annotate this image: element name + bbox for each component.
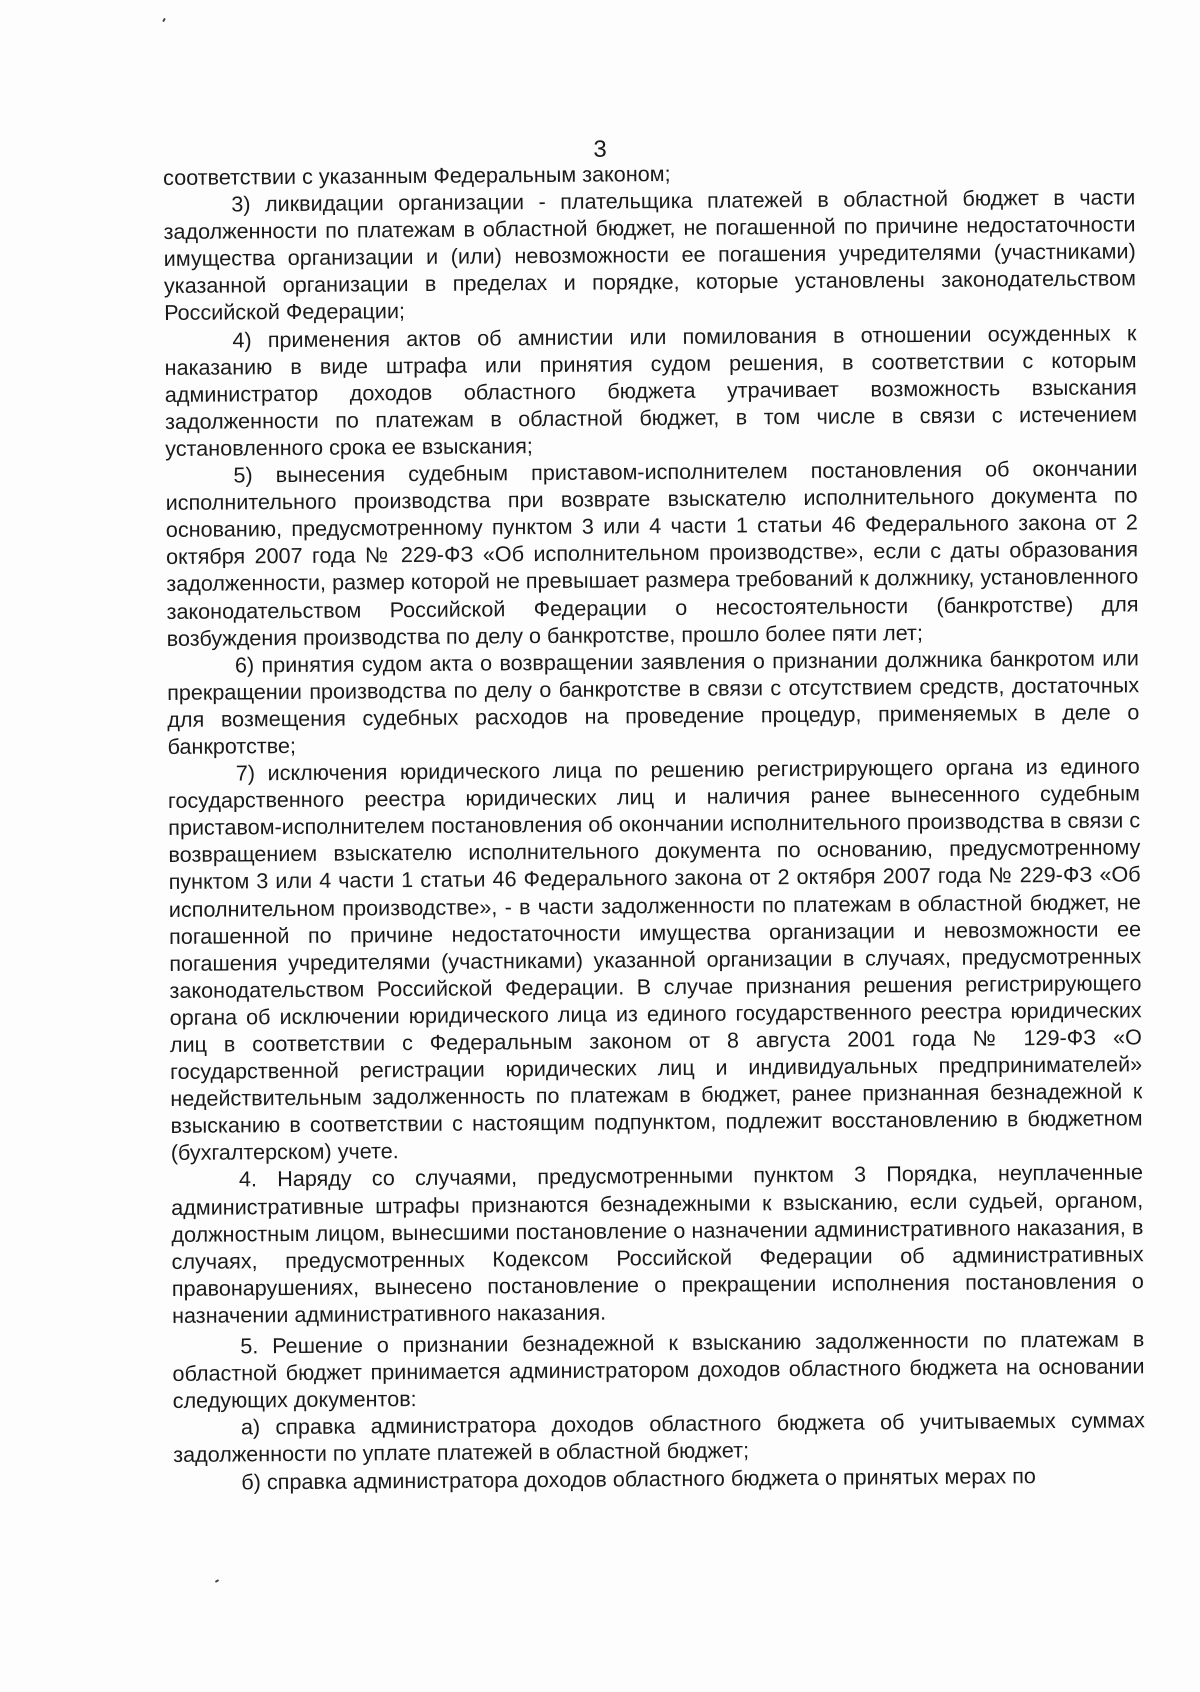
paragraph-section-5: 5. Решение о признании безнадежной к взысканию задолженности по платежам в областной бюджет принимается администратором доходов областного бюджета на основании следующих документов: — [172, 1326, 1145, 1414]
paragraph-item-6: 6) принятия судом акта о возвращении заявления о признании должника банкротом или прекращении производства по делу о банкротстве в связи с отсутствием средств, достаточных для возмещения судебных расходов на проведение процедур, применяемых в деле о банкротстве; — [167, 645, 1140, 759]
paragraph-item-4: 4) применения актов об амнистии или помилования в отношении осужденных к наказанию в виде штрафа или принятия судом решения, в соответствии с которым администратор доходов областного бюджета утрачивает возможность взыскания задолженности по платежам в областной бюджет, в том числе в связи с истечением установленного срока ее взыскания; — [164, 319, 1138, 461]
paragraph-item-3: 3) ликвидации организации - плательщика платежей в областной бюджет в части задолженности по платежам в областной бюджет, не погашенной по причине недостаточности имущества организации и (или) невозможности ее погашения учредителями (участниками) указанной организации в пределах и порядке, которые установлены законодательством Российской Федерации; — [163, 184, 1137, 326]
paragraph-continuation: соответствии с указанным Федеральным законом; — [163, 161, 671, 190]
paragraph-item-7: 7) исключения юридического лица по решению регистрирующего органа из единого государственного реестра юридических лиц и наличия ранее вынесенного судебным приставом-исполнителем постановления об окончании исполнительного производства в связи с возвращением взыскателю исполнительного документа по основанию, предусмотренному пунктом 3 или 4 части 1 статьи 46 Федерального закона от 2 октября 2007 года № 229-ФЗ «Об исполнительном производстве», - в части задолженности по платежам в областной бюджет, не погашенной по причине недостаточности имущества организации и невозможности ее погашения учредителями (участниками) указанной организации в случаях, предусмотренных законодательством Российской Федерации. В случае признания решения регистрирующего органа об исключении юридического лица из единого государственного реестра юридических лиц в соответствии с Федеральным законом от 8 августа 2001 года № 129-ФЗ «О государственной регистрации юридических лиц и индивидуальных предпринимателей» недействительным задолженность по платежам в бюджет, ранее признанная безнадежной к взысканию в соответствии с настоящим подпунктом, подлежит восстановлению в бюджетном (бухгалтерском) учете. — [167, 753, 1143, 1166]
scan-speck — [215, 1579, 219, 1583]
paragraph-item-5: 5) вынесения судебным приставом-исполнителем постановления об окончании исполнительного производства при возврате взыскателю исполнительного документа по основанию, предусмотренному пунктом 3 или 4 части 1 статьи 46 Федерального закона от 2 октября 2007 года № 229-ФЗ «Об исполнительном производстве», если с даты образования задолженности, размер которой не превышает размера требований к должнику, установленного законодательством Российской Федерации о несостоятельности (банкротстве) для возбуждения производства по делу о банкротстве, прошло более пяти лет; — [165, 455, 1139, 651]
document-body — [163, 156, 1145, 1495]
paragraph-subitem-a: а) справка администратора доходов областного бюджета об учитываемых суммах задолженности по уплате платежей в областной бюджет; — [173, 1407, 1145, 1468]
paragraph-section-4: 4. Наряду со случаями, предусмотренными пунктом 3 Порядка, неуплаченные административные штрафы признаются безнадежными к взысканию, если судьей, органом, должностным лицом, вынесшими постановление о назначении административного наказания, в случаях, предусмотренных Кодексом Российской Федерации об административных правонарушениях, вынесено постановление о прекращении исполнения постановления о назначении административного наказания. — [171, 1159, 1144, 1328]
page-number: 3 — [593, 136, 607, 163]
scan-speck — [162, 18, 166, 22]
paragraph-subitem-b: б) справка администратора доходов областного бюджета о принятых мерах по — [241, 1462, 1036, 1494]
